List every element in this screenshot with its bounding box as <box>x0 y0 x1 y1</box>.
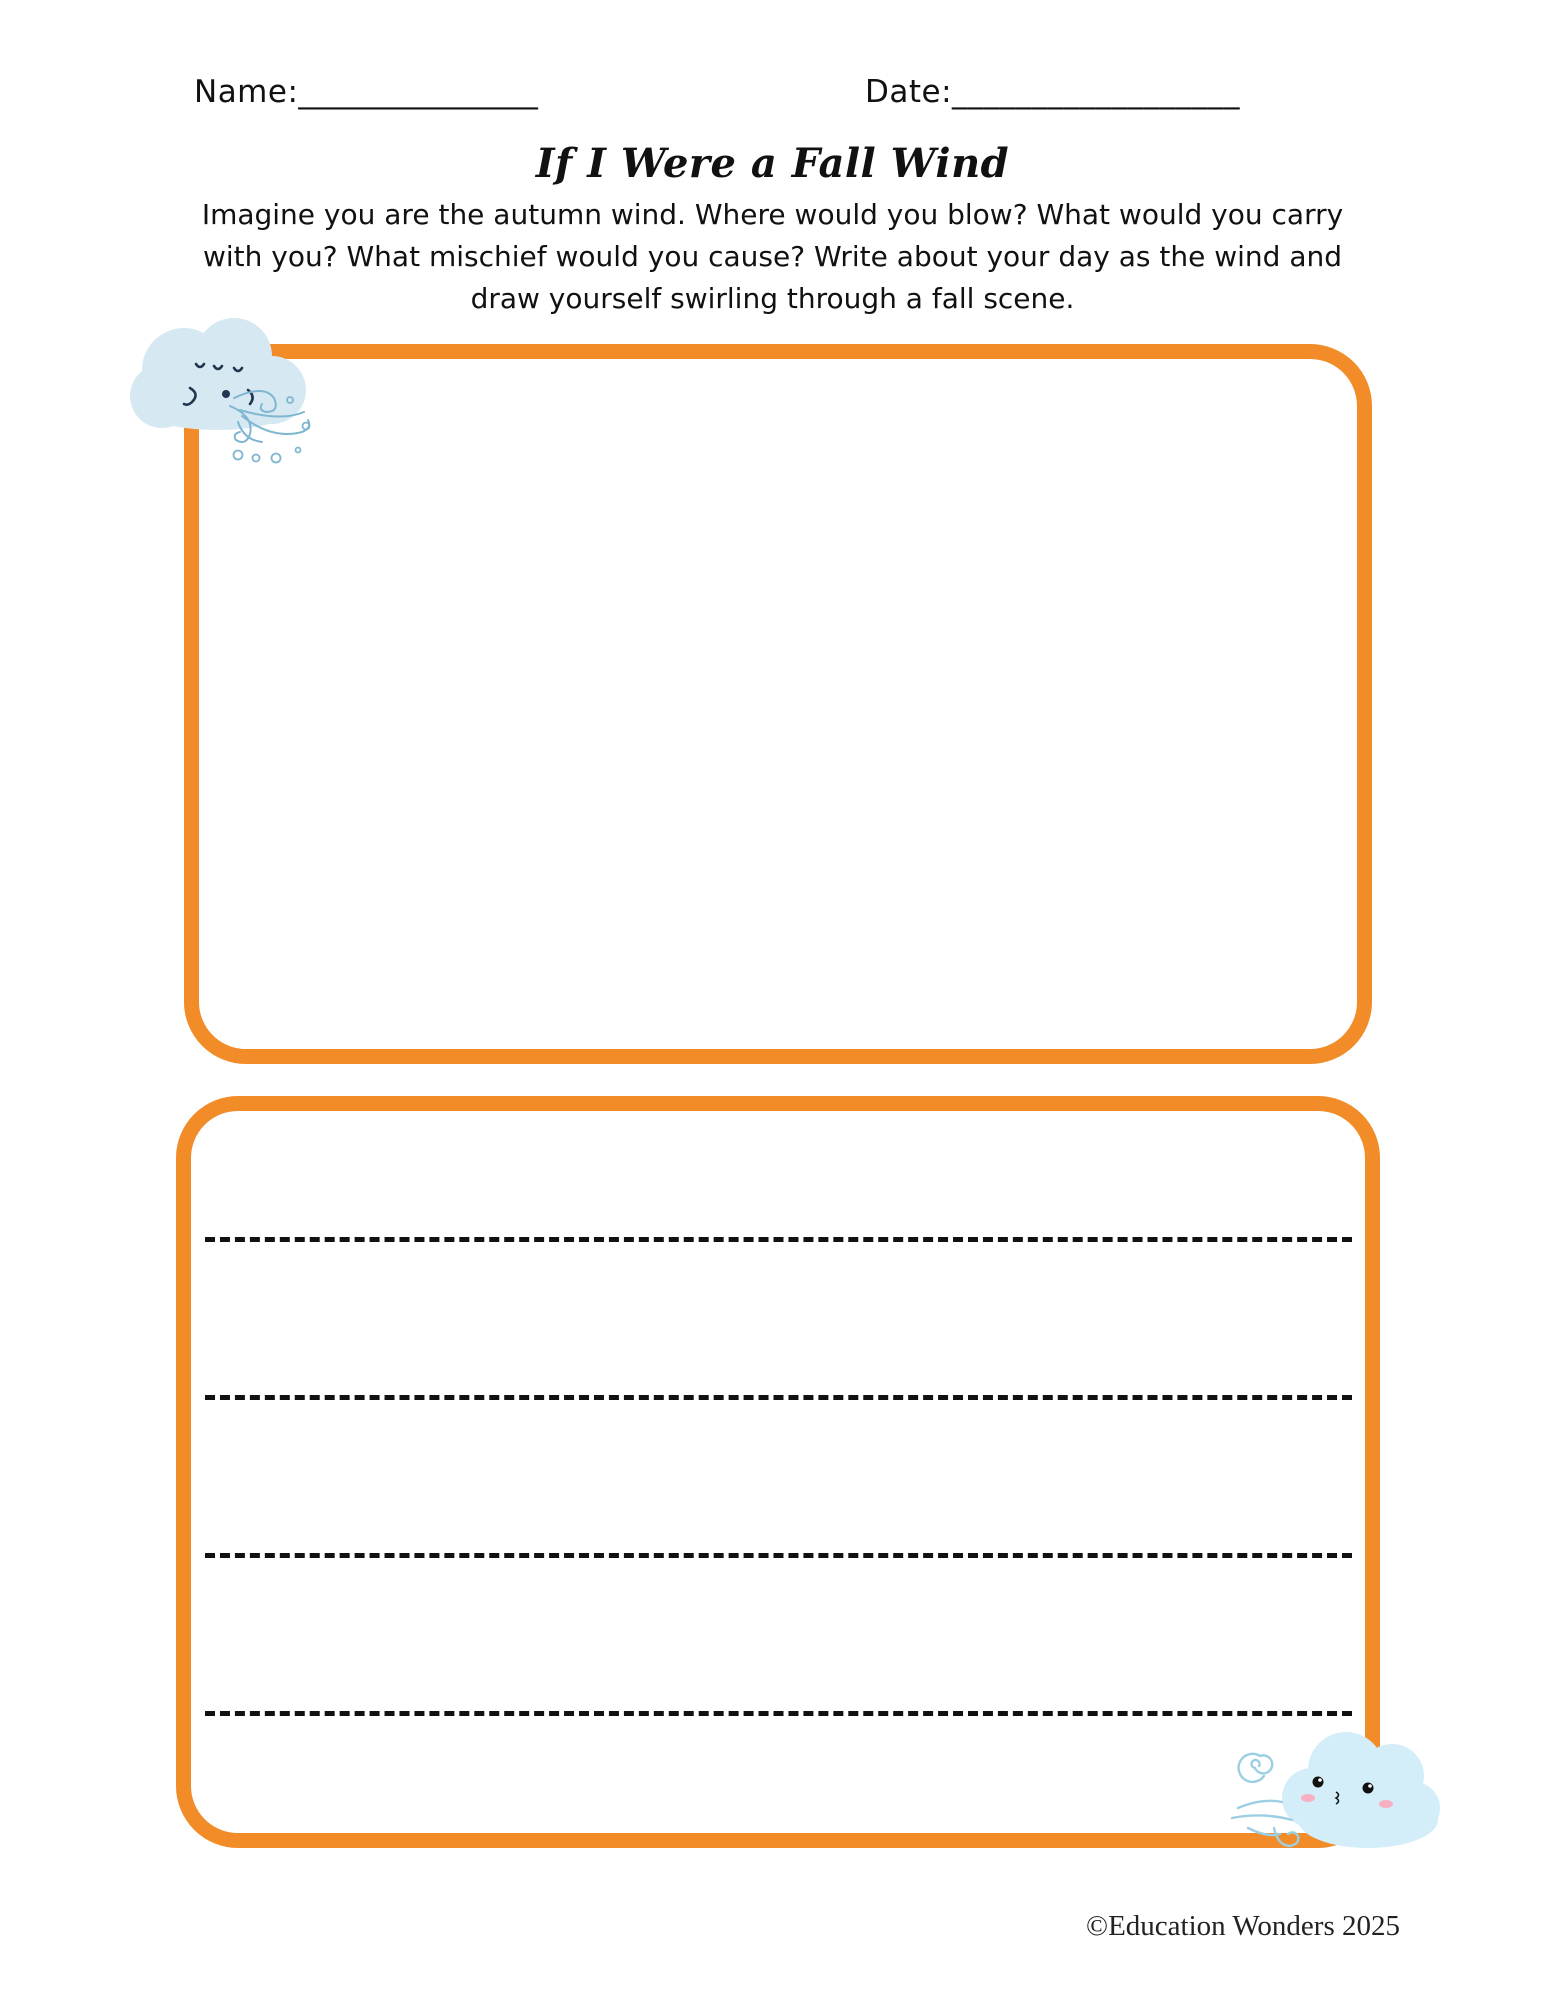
kawaii-cloud-icon <box>1228 1724 1446 1860</box>
worksheet-title: If I Were a Fall Wind <box>535 140 1010 187</box>
drawing-box[interactable] <box>184 344 1372 1064</box>
blowing-cloud-icon <box>122 298 322 470</box>
writing-line[interactable] <box>205 1237 1352 1242</box>
writing-line[interactable] <box>205 1553 1352 1558</box>
name-field[interactable]: Name:_______________ <box>194 74 539 110</box>
date-field[interactable]: Date:__________________ <box>865 74 1241 110</box>
writing-line[interactable] <box>205 1395 1352 1400</box>
instructions-text: Imagine you are the autumn wind. Where would you blow? What would you carry with you? What mischief would you cause? Write about your day as the wind and draw yourself swirling through a fall scene. <box>201 198 1344 315</box>
copyright-text: ©Education Wonders 2025 <box>1086 1910 1400 1942</box>
writing-box[interactable] <box>176 1096 1380 1848</box>
writing-line[interactable] <box>205 1711 1352 1716</box>
